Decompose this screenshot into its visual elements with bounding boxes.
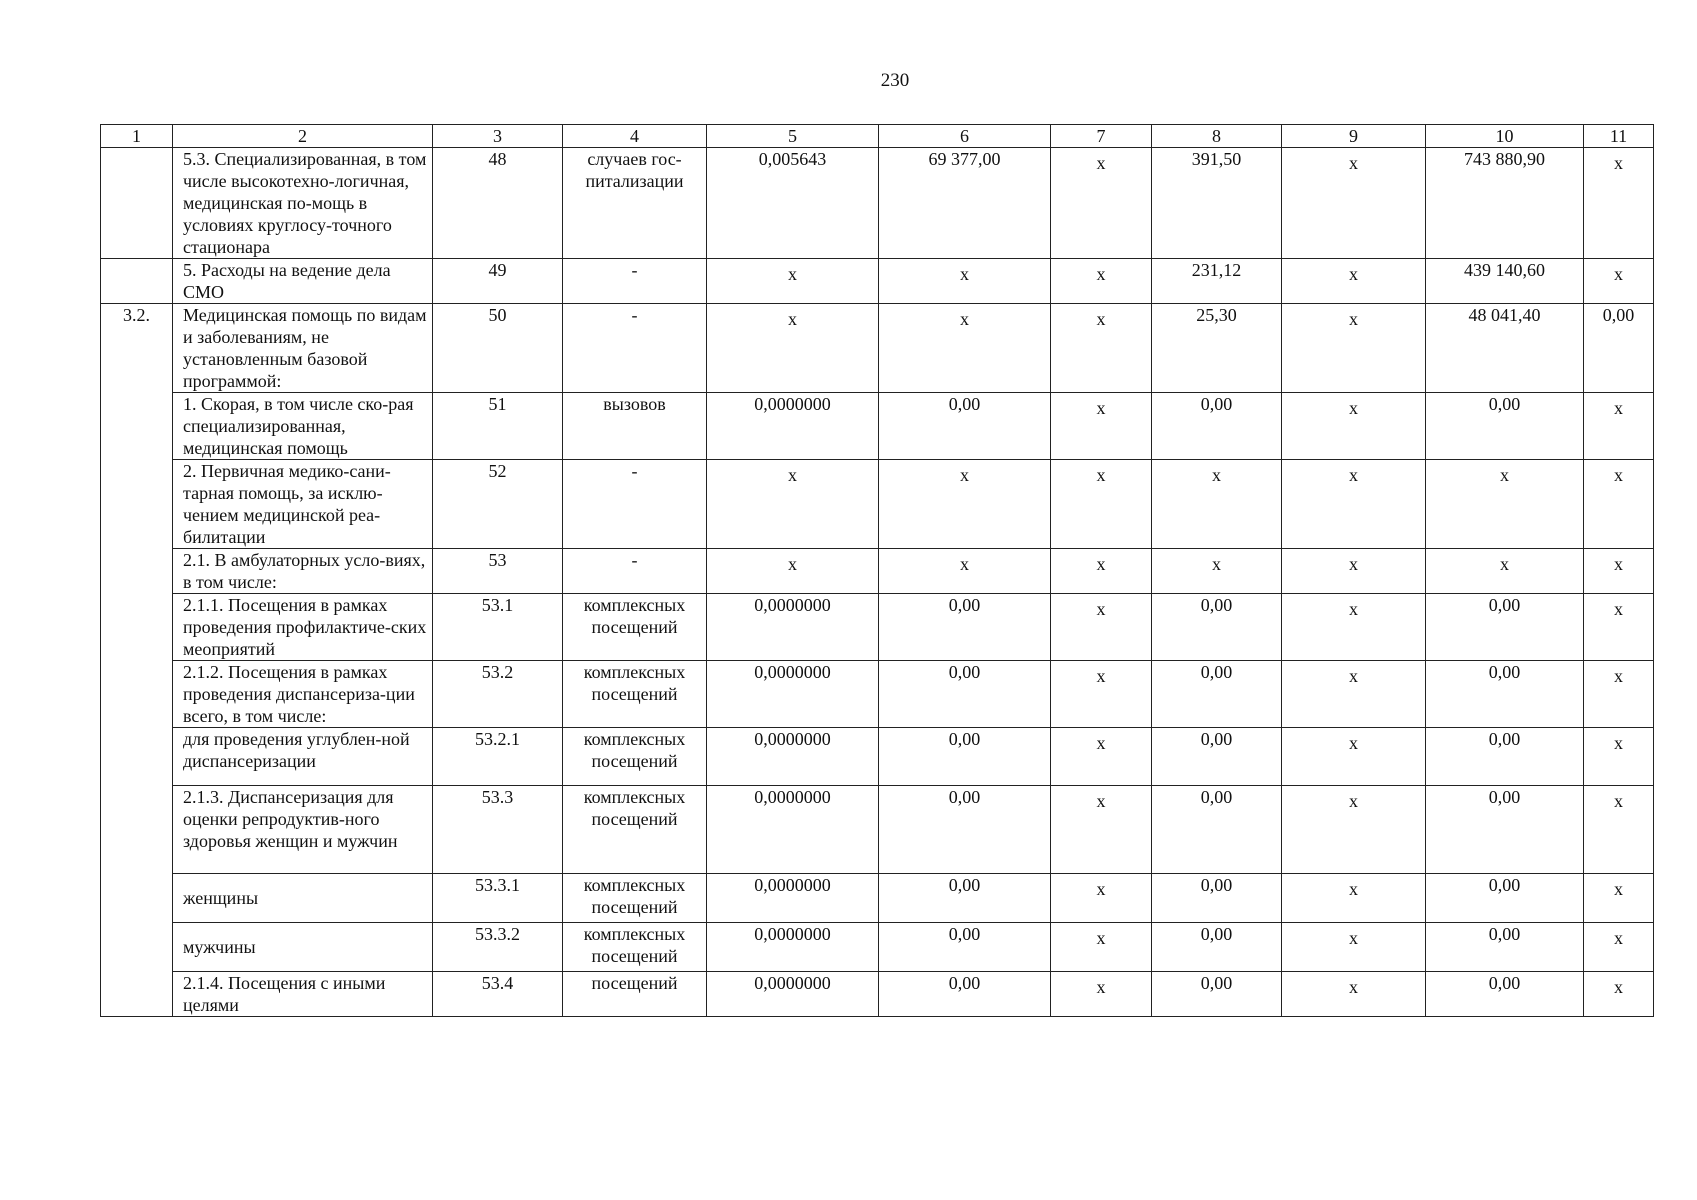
cell-col-3: 53.3.1 bbox=[433, 874, 563, 923]
cell-col-6: 0,00 bbox=[879, 786, 1051, 874]
cell-col-10: 0,00 bbox=[1426, 594, 1584, 661]
cell-col-7: х bbox=[1051, 460, 1152, 549]
table-row bbox=[101, 728, 1654, 786]
cell-col-1 bbox=[101, 594, 173, 661]
cell-col-8: 0,00 bbox=[1152, 923, 1282, 972]
cell-col-6: 0,00 bbox=[879, 972, 1051, 1017]
cell-col-10: 0,00 bbox=[1426, 728, 1584, 786]
table-row bbox=[101, 923, 1654, 972]
cell-col-3: 50 bbox=[433, 304, 563, 393]
cell-col-11: х bbox=[1584, 259, 1654, 304]
cell-col-9: х bbox=[1282, 594, 1426, 661]
cell-col-11: х bbox=[1584, 661, 1654, 728]
cell-col-6: 0,00 bbox=[879, 661, 1051, 728]
cell-col-10: 0,00 bbox=[1426, 874, 1584, 923]
cell-col-1 bbox=[101, 874, 173, 923]
cell-col-3: 53.1 bbox=[433, 594, 563, 661]
page-number: 230 bbox=[880, 70, 910, 91]
cell-col-8: 25,30 bbox=[1152, 304, 1282, 393]
cell-col-3: 53 bbox=[433, 549, 563, 594]
cell-col-2: женщины bbox=[173, 874, 433, 923]
cell-col-4: комплексных посещений bbox=[563, 728, 707, 786]
cell-col-11: х bbox=[1584, 972, 1654, 1017]
cell-col-10: 439 140,60 bbox=[1426, 259, 1584, 304]
cell-col-7: х bbox=[1051, 304, 1152, 393]
cell-col-6: 69 377,00 bbox=[879, 148, 1051, 259]
cell-col-8: х bbox=[1152, 549, 1282, 594]
cell-col-9: х bbox=[1282, 549, 1426, 594]
cell-col-7: х bbox=[1051, 786, 1152, 874]
cell-col-5: 0,0000000 bbox=[707, 923, 879, 972]
cell-col-6: х bbox=[879, 549, 1051, 594]
cell-col-1 bbox=[101, 661, 173, 728]
cell-col-7: х bbox=[1051, 661, 1152, 728]
cell-col-6: 0,00 bbox=[879, 728, 1051, 786]
header-cell: 2 bbox=[173, 125, 433, 148]
cell-col-4: случаев гос-питализации bbox=[563, 148, 707, 259]
cell-col-2: 2.1.2. Посещения в рамках проведения диспансеризa-ции всего, в том числе: bbox=[173, 661, 433, 728]
cell-col-4: комплексных посещений bbox=[563, 594, 707, 661]
cell-col-9: х bbox=[1282, 728, 1426, 786]
cell-col-10: 0,00 bbox=[1426, 786, 1584, 874]
cell-col-5: 0,0000000 bbox=[707, 393, 879, 460]
cell-col-4: комплексных посещений bbox=[563, 786, 707, 874]
cell-col-5: х bbox=[707, 304, 879, 393]
cell-col-9: х bbox=[1282, 786, 1426, 874]
table-row bbox=[101, 661, 1654, 728]
cell-col-3: 52 bbox=[433, 460, 563, 549]
cell-col-5: 0,0000000 bbox=[707, 972, 879, 1017]
cell-col-8: 0,00 bbox=[1152, 661, 1282, 728]
cell-col-3: 49 bbox=[433, 259, 563, 304]
cell-col-2: 2.1.3. Диспансеризация для оценки репродуктив-ного здоровья женщин и мужчин bbox=[173, 786, 433, 874]
cell-col-8: 0,00 bbox=[1152, 786, 1282, 874]
cell-col-5: 0,0000000 bbox=[707, 661, 879, 728]
cell-col-11: х bbox=[1584, 923, 1654, 972]
table-row bbox=[101, 460, 1654, 549]
cell-col-6: х bbox=[879, 304, 1051, 393]
cell-col-9: х bbox=[1282, 874, 1426, 923]
cell-col-7: х bbox=[1051, 972, 1152, 1017]
cell-col-11: х bbox=[1584, 594, 1654, 661]
cell-col-6: х bbox=[879, 259, 1051, 304]
table-row bbox=[101, 549, 1654, 594]
table-row bbox=[101, 148, 1654, 259]
cell-col-2: 2.1. В амбулаторных усло-виях, в том числе: bbox=[173, 549, 433, 594]
cell-col-3: 53.3 bbox=[433, 786, 563, 874]
table-row bbox=[101, 259, 1654, 304]
cell-col-11: х bbox=[1584, 786, 1654, 874]
cell-col-1 bbox=[101, 148, 173, 259]
header-cell: 5 bbox=[707, 125, 879, 148]
cell-col-8: 231,12 bbox=[1152, 259, 1282, 304]
cell-col-6: 0,00 bbox=[879, 923, 1051, 972]
cell-col-2: 5. Расходы на ведение дела СМО bbox=[173, 259, 433, 304]
header-cell: 9 bbox=[1282, 125, 1426, 148]
cell-col-2: 2.1.4. Посещения с иными целями bbox=[173, 972, 433, 1017]
cell-col-4: - bbox=[563, 304, 707, 393]
cell-col-4: - bbox=[563, 549, 707, 594]
cell-col-10: 0,00 bbox=[1426, 393, 1584, 460]
cell-col-4: - bbox=[563, 259, 707, 304]
cell-col-9: х bbox=[1282, 972, 1426, 1017]
cell-col-4: комплексных посещений bbox=[563, 661, 707, 728]
cell-col-5: 0,0000000 bbox=[707, 786, 879, 874]
cell-col-8: х bbox=[1152, 460, 1282, 549]
table-row bbox=[101, 874, 1654, 923]
cell-col-3: 48 bbox=[433, 148, 563, 259]
cell-col-2: 2.1.1. Посещения в рамках проведения профилактиче-ских меоприятий bbox=[173, 594, 433, 661]
cell-col-9: х bbox=[1282, 923, 1426, 972]
cell-col-10: х bbox=[1426, 549, 1584, 594]
cell-col-6: 0,00 bbox=[879, 393, 1051, 460]
cell-col-3: 51 bbox=[433, 393, 563, 460]
cell-col-1 bbox=[101, 393, 173, 460]
header-cell: 6 bbox=[879, 125, 1051, 148]
cell-col-10: 0,00 bbox=[1426, 661, 1584, 728]
cell-col-8: 0,00 bbox=[1152, 728, 1282, 786]
cell-col-11: х bbox=[1584, 393, 1654, 460]
cell-col-5: 0,0000000 bbox=[707, 728, 879, 786]
cell-col-1 bbox=[101, 728, 173, 786]
cell-col-8: 0,00 bbox=[1152, 594, 1282, 661]
cell-col-7: х bbox=[1051, 594, 1152, 661]
cell-col-1: 3.2. bbox=[101, 304, 173, 393]
cell-col-4: комплексных посещений bbox=[563, 923, 707, 972]
cell-col-1 bbox=[101, 549, 173, 594]
header-cell: 8 bbox=[1152, 125, 1282, 148]
cell-col-4: - bbox=[563, 460, 707, 549]
cell-col-9: х bbox=[1282, 259, 1426, 304]
table-row bbox=[101, 393, 1654, 460]
cell-col-11: х bbox=[1584, 148, 1654, 259]
cell-col-2: Медицинская помощь по видам и заболеваниям, не установленным базовой программой: bbox=[173, 304, 433, 393]
cell-col-10: х bbox=[1426, 460, 1584, 549]
cell-col-2: 5.3. Специализированная, в том числе высокотехно-логичная, медицинская по-мощь в условиях круглосу-точного стационара bbox=[173, 148, 433, 259]
cell-col-2: 1. Скорая, в том числе ско-рая специализированная, медицинская помощь bbox=[173, 393, 433, 460]
cell-col-10: 743 880,90 bbox=[1426, 148, 1584, 259]
cell-col-1 bbox=[101, 460, 173, 549]
cell-col-11: х bbox=[1584, 874, 1654, 923]
header-cell: 3 bbox=[433, 125, 563, 148]
table-row bbox=[101, 304, 1654, 393]
cell-col-11: х bbox=[1584, 460, 1654, 549]
cell-col-7: х bbox=[1051, 259, 1152, 304]
cell-col-7: х bbox=[1051, 393, 1152, 460]
cell-col-5: 0,0000000 bbox=[707, 874, 879, 923]
cell-col-9: х bbox=[1282, 393, 1426, 460]
cell-col-2: 2. Первичная медико-сани-тарная помощь, за исклю-чением медицинской реа-билитации bbox=[173, 460, 433, 549]
cell-col-8: 0,00 bbox=[1152, 393, 1282, 460]
cell-col-10: 0,00 bbox=[1426, 972, 1584, 1017]
header-row bbox=[101, 125, 1654, 148]
cell-col-1 bbox=[101, 786, 173, 874]
header-cell: 11 bbox=[1584, 125, 1654, 148]
cell-col-5: х bbox=[707, 460, 879, 549]
cell-col-3: 53.2.1 bbox=[433, 728, 563, 786]
cell-col-3: 53.4 bbox=[433, 972, 563, 1017]
header-cell: 10 bbox=[1426, 125, 1584, 148]
cell-col-9: х bbox=[1282, 661, 1426, 728]
cell-col-5: х bbox=[707, 549, 879, 594]
cell-col-1 bbox=[101, 259, 173, 304]
cell-col-8: 391,50 bbox=[1152, 148, 1282, 259]
table-row bbox=[101, 786, 1654, 874]
cell-col-7: х bbox=[1051, 148, 1152, 259]
cell-col-2: мужчины bbox=[173, 923, 433, 972]
cell-col-10: 48 041,40 bbox=[1426, 304, 1584, 393]
cell-col-3: 53.2 bbox=[433, 661, 563, 728]
cell-col-11: х bbox=[1584, 728, 1654, 786]
cell-col-3: 53.3.2 bbox=[433, 923, 563, 972]
cell-col-7: х bbox=[1051, 728, 1152, 786]
cell-col-5: 0,0000000 bbox=[707, 594, 879, 661]
cell-col-11: х bbox=[1584, 549, 1654, 594]
cell-col-10: 0,00 bbox=[1426, 923, 1584, 972]
cell-col-7: х bbox=[1051, 549, 1152, 594]
cell-col-6: х bbox=[879, 460, 1051, 549]
data-table bbox=[100, 124, 1654, 1017]
cell-col-11: 0,00 bbox=[1584, 304, 1654, 393]
cell-col-7: х bbox=[1051, 874, 1152, 923]
header-cell: 4 bbox=[563, 125, 707, 148]
cell-col-6: 0,00 bbox=[879, 594, 1051, 661]
cell-col-5: х bbox=[707, 259, 879, 304]
cell-col-1 bbox=[101, 923, 173, 972]
table-row bbox=[101, 972, 1654, 1017]
cell-col-4: посещений bbox=[563, 972, 707, 1017]
cell-col-7: х bbox=[1051, 923, 1152, 972]
cell-col-9: х bbox=[1282, 460, 1426, 549]
cell-col-6: 0,00 bbox=[879, 874, 1051, 923]
header-cell: 7 bbox=[1051, 125, 1152, 148]
cell-col-1 bbox=[101, 972, 173, 1017]
header-cell: 1 bbox=[101, 125, 173, 148]
cell-col-4: вызовов bbox=[563, 393, 707, 460]
cell-col-9: х bbox=[1282, 304, 1426, 393]
cell-col-9: х bbox=[1282, 148, 1426, 259]
table-row bbox=[101, 594, 1654, 661]
cell-col-5: 0,005643 bbox=[707, 148, 879, 259]
cell-col-8: 0,00 bbox=[1152, 874, 1282, 923]
cell-col-2: для проведения углублен-ной диспансеризации bbox=[173, 728, 433, 786]
cell-col-8: 0,00 bbox=[1152, 972, 1282, 1017]
cell-col-4: комплексных посещений bbox=[563, 874, 707, 923]
